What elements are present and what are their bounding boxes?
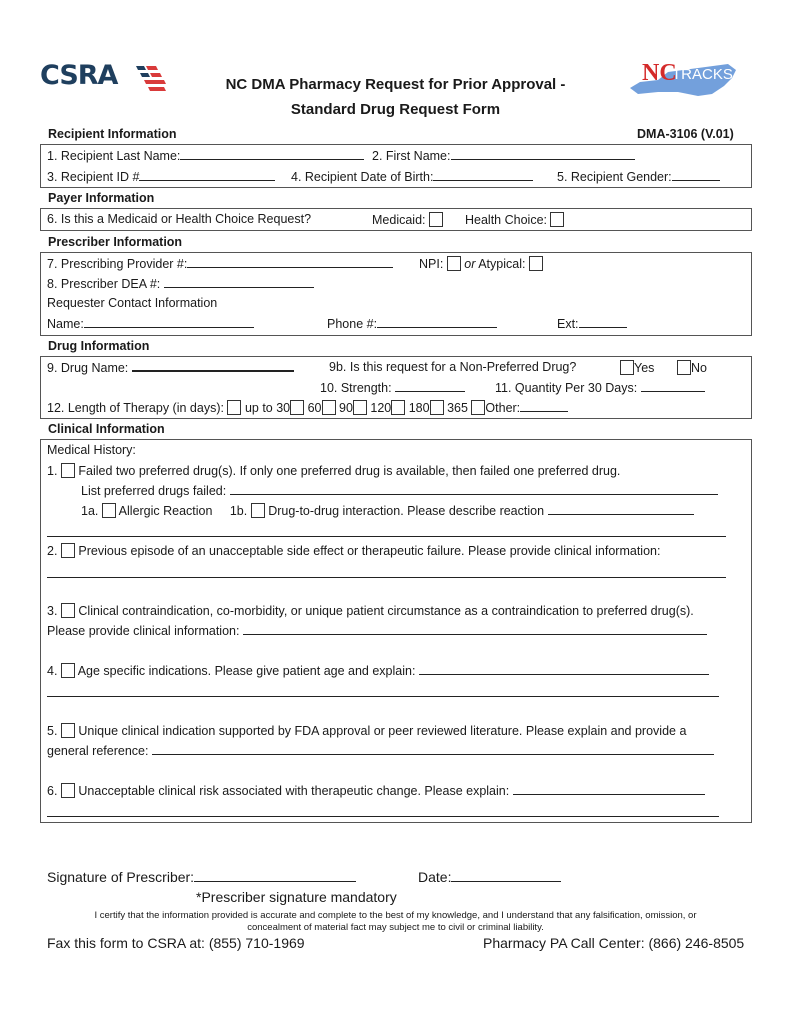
recipient-id-input[interactable] bbox=[139, 169, 275, 181]
yes-label: Yes bbox=[634, 361, 655, 375]
drug-name-field[interactable] bbox=[47, 360, 294, 375]
form-id: DMA-3106 (V.01) bbox=[637, 127, 734, 141]
strength-input[interactable] bbox=[395, 380, 465, 392]
item5-sub-label: general reference: bbox=[47, 744, 149, 758]
dea-label: 8. Prescriber DEA #: bbox=[47, 277, 161, 291]
first-name-label: 2. First Name: bbox=[372, 149, 451, 163]
quantity-field[interactable] bbox=[495, 380, 705, 395]
allergic-reaction-checkbox[interactable] bbox=[102, 503, 116, 518]
fax-info: Fax this form to CSRA at: (855) 710-1969 bbox=[47, 935, 305, 951]
clinical-heading: Clinical Information bbox=[48, 422, 165, 436]
certification-line2: concealment of material fact may subject me to civil or criminal liability. bbox=[247, 922, 544, 933]
drug-interaction-label: Drug-to-drug interaction. Please describe reaction bbox=[268, 504, 545, 518]
item3-number: 3. bbox=[47, 604, 58, 618]
page-title-line1: NC DMA Pharmacy Request for Prior Approval - bbox=[225, 76, 566, 93]
signature-mandatory-note: *Prescriber signature mandatory bbox=[196, 889, 397, 905]
prescribing-provider-input[interactable] bbox=[187, 256, 393, 268]
certification-line1: I certify that the information provided is accurate and complete to the best of my knowledge, and I understand that any falsification, omission, or bbox=[94, 910, 697, 921]
preferred-drugs-failed-field[interactable] bbox=[81, 483, 718, 498]
nc-logo-text: NC bbox=[642, 60, 677, 86]
atypical-label: Atypical: bbox=[478, 257, 526, 271]
preferred-drugs-failed-label: List preferred drugs failed: bbox=[81, 484, 227, 498]
phone-field[interactable] bbox=[327, 316, 497, 331]
dob-input[interactable] bbox=[433, 169, 533, 181]
clinical-item-5 bbox=[47, 723, 686, 738]
item2-input-line[interactable] bbox=[47, 577, 726, 578]
atypical-checkbox[interactable] bbox=[529, 256, 543, 271]
item6-extra-line[interactable] bbox=[47, 816, 719, 817]
item2-text: Previous episode of an unacceptable side effect or therapeutic failure. Please provide clinical information: bbox=[78, 544, 661, 558]
clinical-item-6 bbox=[47, 783, 705, 798]
therapy-180-checkbox[interactable] bbox=[391, 400, 405, 415]
quantity-label: 11. Quantity Per 30 Days: bbox=[495, 381, 638, 395]
health-choice-checkbox[interactable] bbox=[550, 212, 564, 227]
requester-name-label: Name: bbox=[47, 317, 84, 331]
item4-text: Age specific indications. Please give patient age and explain: bbox=[77, 664, 416, 678]
item4-extra-line[interactable] bbox=[47, 696, 719, 697]
tracks-logo-text: TRACKS bbox=[672, 66, 733, 83]
therapy-90-label: 90 bbox=[339, 401, 353, 415]
medicaid-checkbox[interactable] bbox=[429, 212, 443, 227]
payer-heading: Payer Information bbox=[48, 191, 155, 205]
therapy-180-label: 180 bbox=[408, 401, 430, 415]
prescriber-heading: Prescriber Information bbox=[48, 235, 183, 249]
therapy-60-label: 60 bbox=[307, 401, 322, 415]
no-checkbox[interactable] bbox=[677, 360, 691, 375]
ext-input[interactable] bbox=[579, 316, 627, 328]
non-preferred-question: 9b. Is this request for a Non-Preferred Drug? bbox=[329, 360, 577, 374]
item6-input[interactable] bbox=[513, 783, 705, 795]
recipient-last-name-label: 1. Recipient Last Name: bbox=[47, 149, 181, 163]
quantity-input[interactable] bbox=[641, 380, 705, 392]
therapy-other-input[interactable] bbox=[520, 400, 568, 412]
item4-checkbox[interactable] bbox=[61, 663, 75, 678]
drug-heading: Drug Information bbox=[48, 339, 150, 353]
dob-label: 4. Recipient Date of Birth: bbox=[291, 170, 434, 184]
signature-field[interactable] bbox=[47, 868, 356, 885]
health-choice-option[interactable] bbox=[465, 212, 564, 227]
date-label: Date: bbox=[418, 869, 452, 885]
strength-field[interactable] bbox=[320, 380, 465, 395]
allergic-reaction-label: Allergic Reaction bbox=[118, 504, 213, 518]
date-input[interactable] bbox=[451, 868, 561, 882]
drug-interaction-checkbox[interactable] bbox=[251, 503, 265, 518]
therapy-120-checkbox[interactable] bbox=[353, 400, 367, 415]
therapy-other-label: Other: bbox=[485, 401, 521, 415]
npi-label: NPI: bbox=[419, 257, 444, 271]
npi-checkbox[interactable] bbox=[447, 256, 461, 271]
gender-label: 5. Recipient Gender: bbox=[557, 170, 672, 184]
ext-label: Ext: bbox=[557, 317, 579, 331]
item5-checkbox[interactable] bbox=[61, 723, 75, 738]
requester-name-field[interactable] bbox=[47, 316, 254, 331]
requester-contact-heading: Requester Contact Information bbox=[47, 296, 218, 310]
recipient-id-field[interactable] bbox=[47, 169, 275, 184]
item6-checkbox[interactable] bbox=[61, 783, 75, 798]
item3-text: Clinical contraindication, co-morbidity, or unique patient circumstance as a contraindication to preferred drug(s). bbox=[78, 604, 694, 618]
therapy-length-label: 12. Length of Therapy (in days): bbox=[47, 401, 224, 415]
gender-field[interactable] bbox=[557, 169, 720, 184]
item3-clinical-info-field[interactable] bbox=[47, 623, 707, 638]
or-label: or bbox=[464, 257, 476, 271]
item5-input[interactable] bbox=[152, 743, 714, 755]
first-name-field[interactable] bbox=[372, 148, 635, 163]
drug-interaction-input[interactable] bbox=[548, 503, 694, 515]
drug-name-input[interactable] bbox=[132, 360, 294, 372]
dea-input[interactable] bbox=[164, 276, 314, 288]
item5-reference-field[interactable] bbox=[47, 743, 714, 758]
therapy-365-checkbox[interactable] bbox=[430, 400, 444, 415]
recipient-last-name-field[interactable] bbox=[47, 148, 364, 163]
prescribing-provider-label: 7. Prescribing Provider #: bbox=[47, 257, 188, 271]
ext-field[interactable] bbox=[557, 316, 627, 331]
npi-atypical-group bbox=[419, 256, 543, 271]
item3-input[interactable] bbox=[243, 623, 707, 635]
therapy-90-checkbox[interactable] bbox=[322, 400, 336, 415]
recipient-last-name-input[interactable] bbox=[180, 148, 364, 160]
page-title-line2: Standard Drug Request Form bbox=[290, 101, 501, 118]
no-label: No bbox=[691, 361, 707, 375]
preferred-drugs-failed-input[interactable] bbox=[230, 483, 718, 495]
item1-text: Failed two preferred drug(s). If only one preferred drug is available, then failed one preferred drug. bbox=[78, 464, 621, 478]
recipient-id-label: 3. Recipient ID # bbox=[47, 170, 140, 184]
csra-logo-text: CSRA bbox=[40, 60, 118, 91]
clinical-item-4 bbox=[47, 663, 709, 678]
therapy-upto30-label: up to 30 bbox=[244, 401, 291, 415]
therapy-length-row bbox=[47, 400, 568, 415]
health-choice-label: Health Choice: bbox=[465, 213, 547, 227]
therapy-upto30-checkbox[interactable] bbox=[227, 400, 241, 415]
item2-checkbox[interactable] bbox=[61, 543, 75, 558]
item1a-number: 1a. bbox=[81, 504, 99, 518]
medicaid-option[interactable] bbox=[372, 212, 443, 227]
call-center-info: Pharmacy PA Call Center: (866) 246-8505 bbox=[483, 935, 745, 951]
phone-label: Phone #: bbox=[327, 317, 378, 331]
clinical-item-1a-1b bbox=[81, 503, 694, 518]
requester-name-input[interactable] bbox=[84, 316, 254, 328]
item5-text: Unique clinical indication supported by FDA approval or peer reviewed literature. Please explain and provide a bbox=[78, 724, 687, 738]
date-field[interactable] bbox=[418, 868, 561, 885]
item1-checkbox[interactable] bbox=[61, 463, 75, 478]
yes-option[interactable] bbox=[620, 360, 654, 375]
dob-field[interactable] bbox=[291, 169, 533, 184]
phone-input[interactable] bbox=[377, 316, 497, 328]
item4-number: 4. bbox=[47, 664, 58, 678]
medical-history-label: Medical History: bbox=[47, 443, 136, 457]
prescribing-provider-field[interactable] bbox=[47, 256, 393, 271]
item6-number: 6. bbox=[47, 784, 58, 798]
dea-field[interactable] bbox=[47, 276, 314, 291]
medicaid-label: Medicaid: bbox=[372, 213, 426, 227]
recipient-heading: Recipient Information bbox=[48, 127, 177, 141]
clinical-item-1 bbox=[47, 463, 620, 478]
item2-number: 2. bbox=[47, 544, 58, 558]
item4-input[interactable] bbox=[419, 663, 709, 675]
item3-sub-label: Please provide clinical information: bbox=[47, 624, 240, 638]
drug-name-label: 9. Drug Name: bbox=[47, 361, 129, 375]
clinical-item-2 bbox=[47, 543, 660, 558]
item1-number: 1. bbox=[47, 464, 58, 478]
strength-label: 10. Strength: bbox=[320, 381, 392, 395]
yes-checkbox[interactable] bbox=[620, 360, 634, 375]
payer-question: 6. Is this a Medicaid or Health Choice Request? bbox=[47, 212, 312, 226]
first-name-input[interactable] bbox=[451, 148, 635, 160]
gender-input[interactable] bbox=[672, 169, 720, 181]
item1-extra-line[interactable] bbox=[47, 536, 726, 537]
item3-checkbox[interactable] bbox=[61, 603, 75, 618]
signature-label: Signature of Prescriber: bbox=[47, 869, 195, 885]
no-option[interactable] bbox=[677, 360, 707, 375]
item6-text: Unacceptable clinical risk associated with therapeutic change. Please explain: bbox=[78, 784, 510, 798]
item5-number: 5. bbox=[47, 724, 58, 738]
therapy-other-checkbox[interactable] bbox=[471, 400, 485, 415]
signature-input[interactable] bbox=[194, 868, 356, 882]
therapy-365-label: 365 bbox=[447, 401, 468, 415]
clinical-item-3 bbox=[47, 603, 694, 618]
therapy-120-label: 120 bbox=[370, 401, 392, 415]
therapy-60-checkbox[interactable] bbox=[290, 400, 304, 415]
item1b-number: 1b. bbox=[229, 504, 248, 518]
